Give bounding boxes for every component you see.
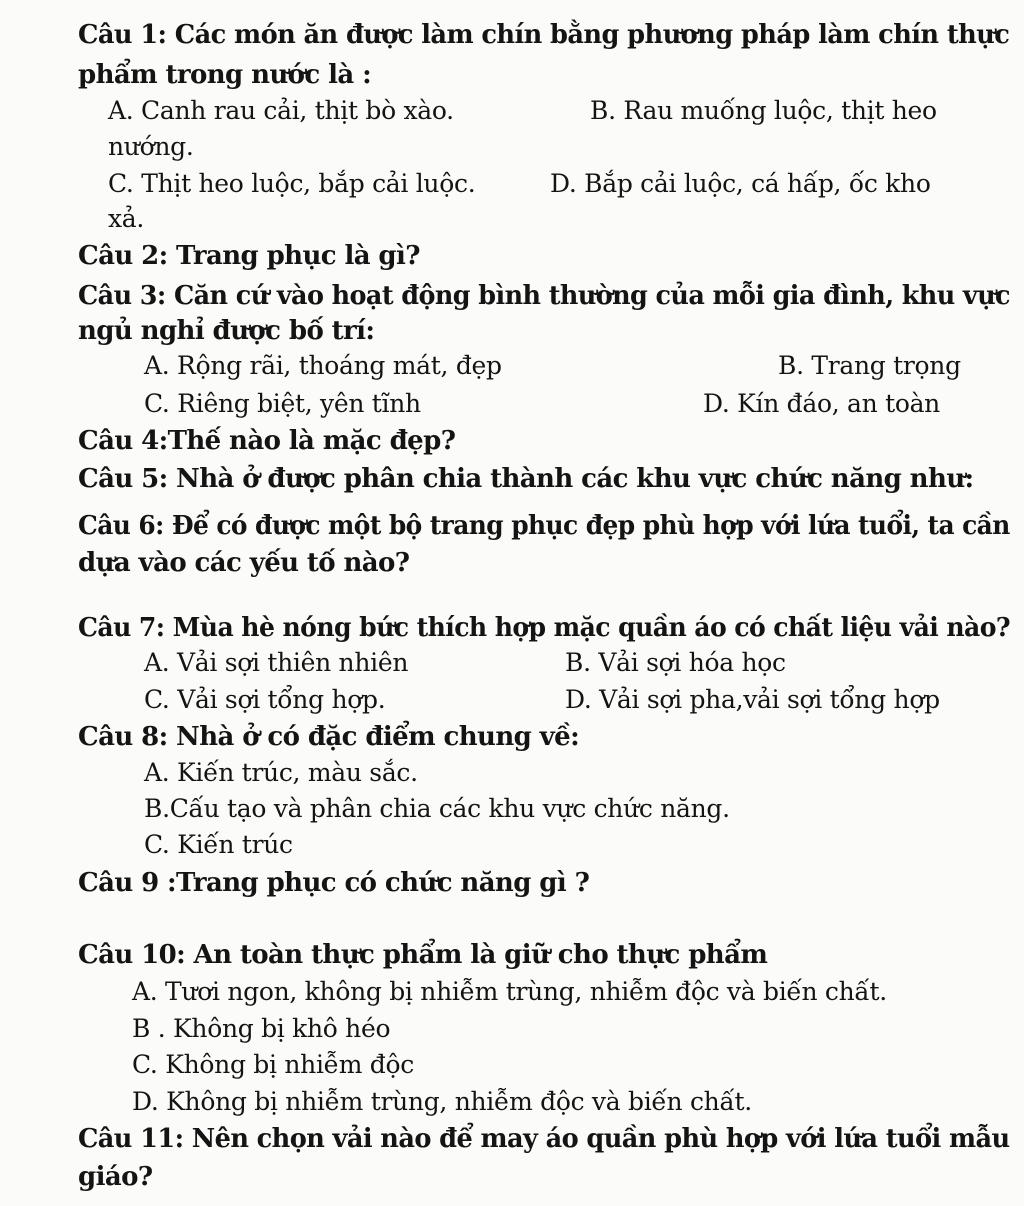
q7-option-b: B. Vải sợi hóa học [565, 648, 786, 677]
q10-option-c: C. Không bị nhiễm độc [132, 1050, 414, 1079]
q1-option-d-continued: xả. [108, 204, 145, 233]
question-6-continued: dựa vào các yếu tố nào? [78, 548, 410, 578]
q3-option-d: D. Kín đáo, an toàn [703, 389, 940, 418]
question-4: Câu 4:Thế nào là mặc đẹp? [78, 426, 456, 456]
question-2: Câu 2: Trang phục là gì? [78, 241, 420, 271]
q10-option-b: B . Không bị khô héo [132, 1014, 391, 1043]
q1-option-c: C. Thịt heo luộc, bắp cải luộc. [108, 169, 476, 198]
q7-option-c: C. Vải sợi tổng hợp. [144, 685, 386, 714]
question-3: Câu 3: Căn cứ vào hoạt động bình thường của mỗi gia đình, khu vực [78, 281, 1010, 311]
question-8: Câu 8: Nhà ở có đặc điểm chung về: [78, 722, 580, 752]
q1-option-d: D. Bắp cải luộc, cá hấp, ốc kho [550, 169, 931, 198]
q1-option-a: A. Canh rau cải, thịt bò xào. [108, 96, 454, 125]
q1-option-b: B. Rau muống luộc, thịt heo [590, 96, 937, 125]
question-1-continued: phẩm trong nước là : [78, 60, 372, 90]
q7-option-d: D. Vải sợi pha,vải sợi tổng hợp [565, 685, 940, 714]
q10-option-d: D. Không bị nhiễm trùng, nhiễm độc và biến chất. [132, 1087, 752, 1116]
question-1: Câu 1: Các món ăn được làm chín bằng phương pháp làm chín thực [78, 20, 1010, 50]
q3-option-b: B. Trang trọng [778, 351, 961, 380]
q7-option-a: A. Vải sợi thiên nhiên [144, 648, 409, 677]
question-11: Câu 11: Nên chọn vải nào để may áo quần phù hợp với lứa tuổi mẫu [78, 1124, 1010, 1154]
q3-option-a: A. Rộng rãi, thoáng mát, đẹp [144, 351, 502, 380]
q1-option-b-continued: nướng. [108, 132, 194, 161]
question-5: Câu 5: Nhà ở được phân chia thành các khu vực chức năng như: [78, 464, 974, 494]
question-11-continued: giáo? [78, 1162, 153, 1192]
q8-option-a: A. Kiến trúc, màu sắc. [144, 758, 418, 787]
q3-option-c: C. Riêng biệt, yên tĩnh [144, 389, 421, 418]
question-10: Câu 10: An toàn thực phẩm là giữ cho thực phẩm [78, 940, 768, 970]
question-6: Câu 6: Để có được một bộ trang phục đẹp phù hợp với lứa tuổi, ta cần [78, 511, 1010, 541]
question-9: Câu 9 :Trang phục có chức năng gì ? [78, 868, 590, 898]
q8-option-c: C. Kiến trúc [144, 830, 293, 859]
question-7: Câu 7: Mùa hè nóng bức thích hợp mặc quần áo có chất liệu vải nào? [78, 613, 1011, 643]
q8-option-b: B.Cấu tạo và phân chia các khu vực chức năng. [144, 794, 730, 823]
question-3-continued: ngủ nghỉ được bố trí: [78, 316, 375, 346]
q10-option-a: A. Tươi ngon, không bị nhiễm trùng, nhiễm độc và biến chất. [132, 977, 887, 1006]
